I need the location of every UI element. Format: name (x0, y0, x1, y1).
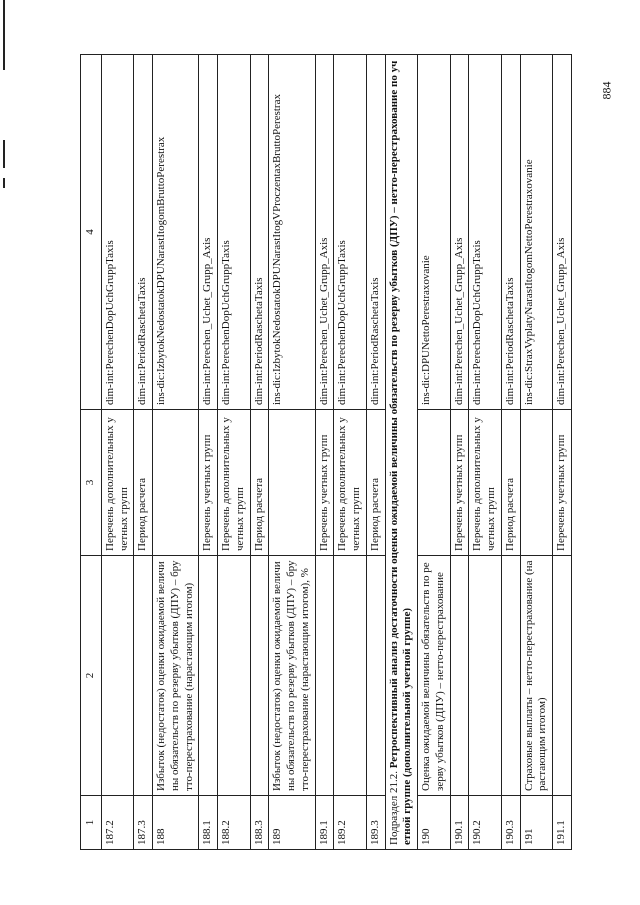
header-cell: 4 (81, 55, 102, 410)
scan-edge-mark (3, 140, 5, 168)
element-code-cell: dim-int:PerechenDopUchGruppTaxis (101, 55, 134, 410)
dimension-cell (520, 410, 553, 556)
dimension-cell: Перечень дополнительных учетных групп (334, 410, 367, 556)
table-row (418, 55, 451, 850)
indicator-name-cell (366, 556, 385, 796)
table-row (501, 55, 520, 850)
indicator-name-cell (218, 556, 251, 796)
section-heading (385, 55, 418, 850)
table-row (101, 55, 134, 850)
indicator-name-cell (315, 556, 334, 796)
dimension-cell: Перечень дополнительных учетных групп (469, 410, 502, 556)
row-number-cell: 190 (418, 796, 451, 850)
table-row (269, 55, 315, 850)
element-code-cell: dim-int:Perechen_Uchet_Grupp_Axis (553, 55, 572, 410)
indicator-table (80, 54, 572, 850)
indicator-name-cell: Избыток (недостаток) оценки ожидаемой величины обязательств по резерву убытков (ДПУ) – брутто-перестрахование (нарастающим итогом), % (269, 556, 315, 796)
dimension-cell: Перечень учетных групп (315, 410, 334, 556)
element-code-cell: dim-int:Perechen_Uchet_Grupp_Axis (315, 55, 334, 410)
table-header-row (81, 55, 102, 850)
row-number-cell: 189.3 (366, 796, 385, 850)
indicator-name-cell (553, 556, 572, 796)
table-row (520, 55, 553, 850)
header-cell: 3 (81, 410, 102, 556)
scan-edge-mark (3, 178, 5, 188)
dimension-cell: Перечень учетных групп (553, 410, 572, 556)
row-number-cell: 188.1 (199, 796, 218, 850)
row-number-cell: 189 (269, 796, 315, 850)
element-code-cell: dim-int:PerechenDopUchGruppTaxis (469, 55, 502, 410)
indicator-name-cell (450, 556, 469, 796)
indicator-name-cell (250, 556, 269, 796)
section-title: Ретроспективный анализ достаточности оценки ожидаемой величины обязательств по резерву убытков (ДПУ) – нетто-перестрахование по учетной группе (дополнительной учетной группе) (387, 60, 414, 845)
indicator-name-cell (501, 556, 520, 796)
element-code-cell: dim-int:PerechenDopUchGruppTaxis (334, 55, 367, 410)
row-number-cell: 190.3 (501, 796, 520, 850)
row-number-cell: 188.3 (250, 796, 269, 850)
element-code-cell: dim-int:Perechen_Uchet_Grupp_Axis (450, 55, 469, 410)
row-number-cell: 190.2 (469, 796, 502, 850)
scan-edge-mark (3, 0, 5, 70)
section-prefix: Подраздел 21.2. (387, 768, 400, 845)
dimension-cell: Период расчета (250, 410, 269, 556)
element-code-cell: ins-dic:DPUNettoPerestraxovanie (418, 55, 451, 410)
row-number-cell: 187.3 (134, 796, 153, 850)
row-number-cell: 190.1 (450, 796, 469, 850)
dimension-cell: Перечень дополнительных учетных групп (218, 410, 251, 556)
element-code-cell: dim-int:PeriodRaschetaTaxis (134, 55, 153, 410)
row-number-cell: 187.2 (101, 796, 134, 850)
indicator-name-cell (134, 556, 153, 796)
row-number-cell: 191.1 (553, 796, 572, 850)
table-row (218, 55, 251, 850)
table-row (250, 55, 269, 850)
element-code-cell: dim-int:PeriodRaschetaTaxis (250, 55, 269, 410)
dimension-cell: Период расчета (134, 410, 153, 556)
page-number: 884 (599, 81, 614, 99)
element-code-cell: ins-dic:IzbytokNedostatokDPUNarastItogVProczentaxBruttoPerestrax (269, 55, 315, 410)
dimension-cell: Перечень учетных групп (199, 410, 218, 556)
row-number-cell: 189.2 (334, 796, 367, 850)
indicator-name-cell: Страховые выплаты – нетто-перестрахование (нарастающим итогом) (520, 556, 553, 796)
dimension-cell: Период расчета (501, 410, 520, 556)
dimension-cell: Период расчета (366, 410, 385, 556)
element-code-cell: ins-dic:IzbytokNedostatokDPUNarastItogomBruttoPerestrax (153, 55, 199, 410)
dimension-cell (153, 410, 199, 556)
section-header-row (385, 55, 418, 850)
indicator-name-cell (101, 556, 134, 796)
table-row (134, 55, 153, 850)
row-number-cell: 188.2 (218, 796, 251, 850)
element-code-cell: dim-int:PeriodRaschetaTaxis (366, 55, 385, 410)
dimension-cell: Перечень учетных групп (450, 410, 469, 556)
indicator-name-cell (199, 556, 218, 796)
indicator-name-cell: Оценка ожидаемой величины обязательств по резерву убытков (ДПУ) – нетто-перестрахование (418, 556, 451, 796)
indicator-name-cell (469, 556, 502, 796)
table-row (315, 55, 334, 850)
dimension-cell: Перечень дополнительных учетных групп (101, 410, 134, 556)
table-row (366, 55, 385, 850)
header-cell: 1 (81, 796, 102, 850)
table-row (553, 55, 572, 850)
element-code-cell: dim-int:Perechen_Uchet_Grupp_Axis (199, 55, 218, 410)
element-code-cell: dim-int:PeriodRaschetaTaxis (501, 55, 520, 410)
dimension-cell (269, 410, 315, 556)
indicator-name-cell (334, 556, 367, 796)
row-number-cell: 189.1 (315, 796, 334, 850)
table-row (450, 55, 469, 850)
row-number-cell: 191 (520, 796, 553, 850)
dimension-cell (418, 410, 451, 556)
table-row (153, 55, 199, 850)
element-code-cell: ins-dic:StraxVyplatyNarastItogomNettoPerestraxovanie (520, 55, 553, 410)
indicator-name-cell: Избыток (недостаток) оценки ожидаемой величины обязательств по резерву убытков (ДПУ) – брутто-перестрахование (нарастающим итогом) (153, 556, 199, 796)
row-number-cell: 188 (153, 796, 199, 850)
table-row (334, 55, 367, 850)
element-code-cell: dim-int:PerechenDopUchGruppTaxis (218, 55, 251, 410)
rotated-page-content (80, 55, 588, 850)
table-row (469, 55, 502, 850)
table-row (199, 55, 218, 850)
header-cell: 2 (81, 556, 102, 796)
